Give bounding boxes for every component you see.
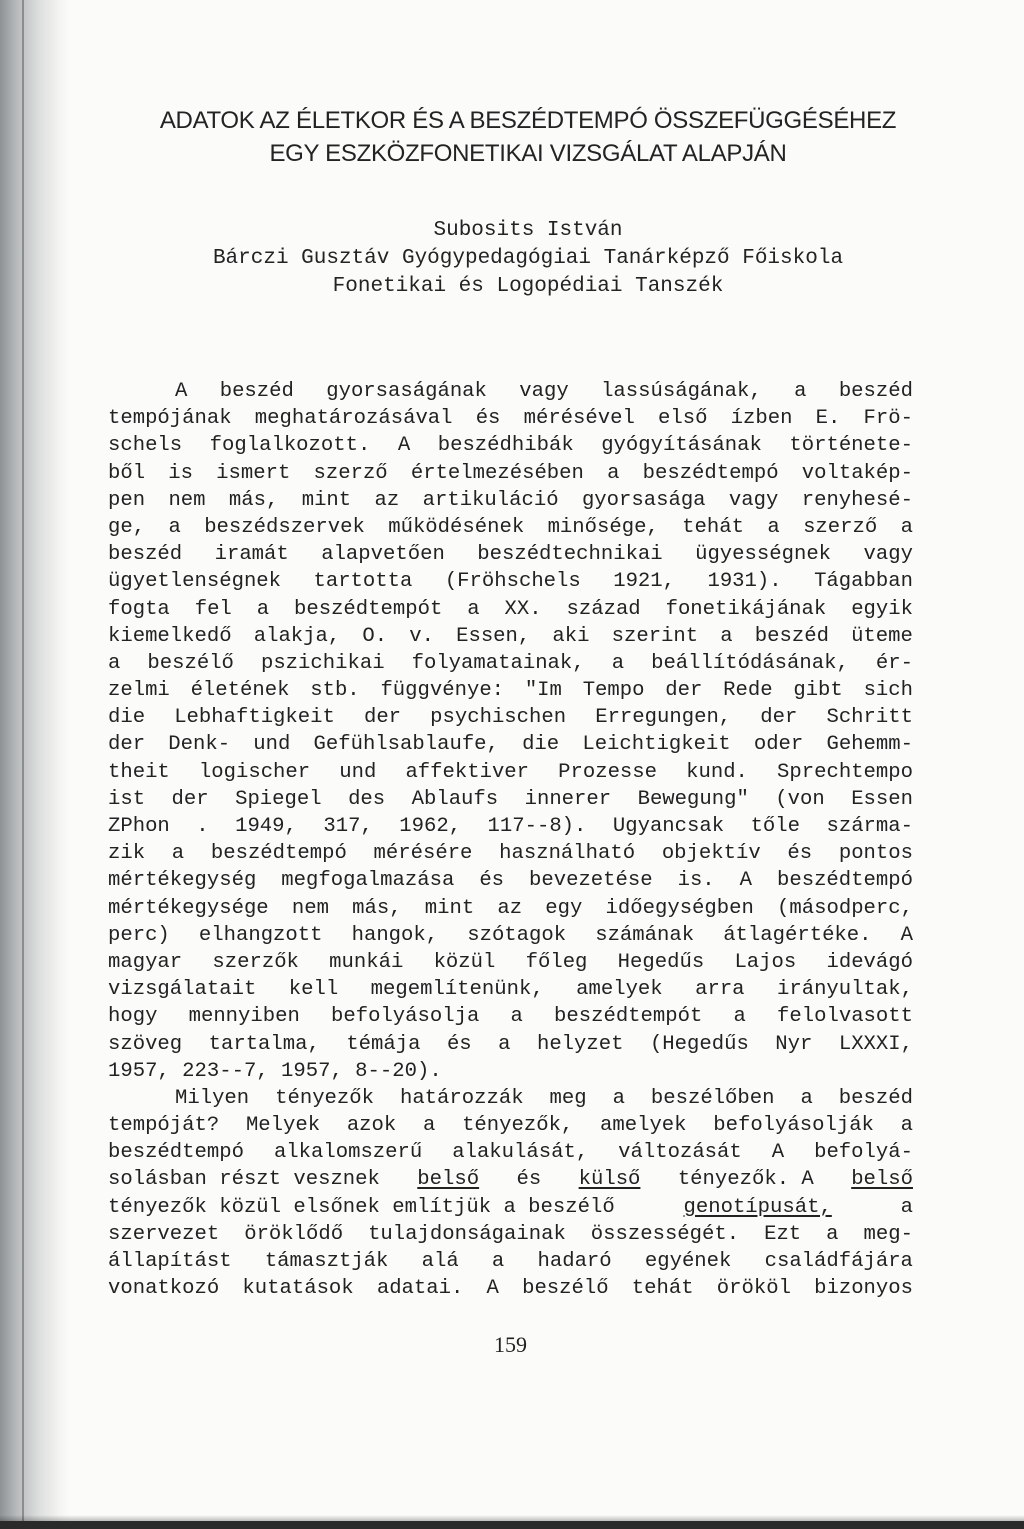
word: beszéd (838, 1086, 913, 1110)
word: értelmezésében (410, 461, 584, 485)
word: iramát (214, 543, 289, 567)
word: szárma- (826, 815, 913, 838)
title-line-2: EGY ESZKÖZFONETIKAI VIZSGÁLAT ALAPJÁN (269, 140, 787, 167)
word: mint (301, 488, 352, 512)
word: artikuláció (422, 488, 559, 512)
word: az (374, 488, 400, 512)
word: objektív (661, 842, 761, 866)
word: beszéd (838, 380, 913, 403)
word: az (497, 896, 523, 920)
word: befolyá- (814, 1141, 913, 1165)
department-name: Fonetikai és Logopédiai Tanszék (332, 275, 724, 298)
word: alkalomszerű (273, 1141, 423, 1165)
word: fel (194, 597, 232, 621)
word: Lebhaftigkeit (174, 706, 335, 730)
word: felolvasott (777, 1005, 913, 1029)
word: és (479, 869, 505, 893)
word: idevágó (826, 950, 913, 974)
word: innerer (524, 787, 612, 811)
word: a (794, 380, 807, 403)
word: amelyek (600, 1114, 687, 1138)
word: "Im (524, 679, 562, 703)
text-line-with-underlines (108, 1166, 913, 1193)
text-line (108, 813, 913, 840)
word: tartotta (313, 570, 413, 594)
word: tehát (631, 1277, 694, 1301)
word: és (787, 842, 813, 866)
text-line (108, 1031, 913, 1058)
word: tempóját? (108, 1114, 220, 1138)
word: is (168, 461, 193, 485)
text-line (108, 405, 913, 432)
word: beszédszervek (204, 515, 365, 539)
word: elhangzott (198, 923, 323, 947)
underlined-term: belső (851, 1168, 913, 1192)
word: A (900, 923, 913, 947)
word: ügyetlenségnek (108, 570, 282, 594)
word: a (826, 1222, 839, 1246)
text-segment: tényezők. A (677, 1168, 814, 1192)
word: nem (291, 896, 329, 920)
text-line (108, 759, 913, 786)
word: E. (815, 407, 841, 431)
word: folyamatainak, (411, 651, 585, 675)
word: Nyr (775, 1032, 813, 1056)
word: hogy (108, 1005, 158, 1029)
word: megfogalmazása (281, 869, 455, 893)
word: a (510, 1005, 523, 1029)
word: psychischen (430, 706, 567, 730)
word: 117--8). (487, 815, 587, 838)
word: Leichtigkeit (582, 733, 731, 757)
text-line (108, 568, 913, 595)
word: szerint (611, 624, 699, 648)
word: meg- (863, 1222, 913, 1246)
word: Hegedűs (617, 950, 705, 974)
word: Essen (851, 787, 913, 811)
text-line (108, 378, 913, 405)
word: tőle (750, 815, 801, 838)
word: változását (618, 1141, 742, 1165)
word: schels (108, 434, 183, 458)
text-line (108, 432, 913, 459)
word: beszélőben (650, 1086, 775, 1110)
word: beszédtempót (554, 1005, 703, 1029)
word: vagy (863, 543, 913, 567)
word: mértékegység (108, 869, 257, 893)
word: egyik (851, 597, 913, 621)
text-line (108, 840, 913, 867)
underlined-term: genotípusát, (683, 1195, 832, 1219)
word: vonatkozó (108, 1277, 220, 1301)
word: vagy (519, 380, 569, 403)
word: A (486, 1277, 499, 1301)
word: Ezt (764, 1222, 802, 1246)
word: pszichikai (260, 651, 385, 675)
word: Melyek (245, 1114, 321, 1138)
word: sich (863, 679, 913, 703)
word: a (168, 515, 181, 539)
word: más, (228, 488, 279, 512)
word: tényezők, (462, 1114, 574, 1138)
word: gyorsasága (581, 488, 706, 512)
word: ZPhon (108, 815, 170, 838)
word: alapvetően (321, 543, 445, 567)
word: magyar (108, 950, 183, 974)
word: a (767, 515, 780, 539)
word: 1931). (707, 570, 782, 594)
word: összességét. (590, 1222, 740, 1246)
word: a (467, 597, 480, 621)
text-line (108, 867, 913, 894)
word: a (611, 651, 625, 675)
text-line (108, 1275, 913, 1302)
text-line (108, 487, 913, 514)
text-line-with-underlines (108, 1194, 913, 1221)
word: első (658, 407, 708, 431)
word: oder (753, 733, 804, 757)
text-segment: a (900, 1195, 913, 1219)
text-line (108, 922, 913, 949)
word: der (665, 679, 703, 703)
underlined-term: külső (578, 1168, 641, 1192)
word: voltakép- (801, 461, 913, 485)
word: a (491, 1250, 505, 1273)
text-line (108, 895, 913, 922)
word: tulajdonságainak (368, 1222, 566, 1246)
word: 317, (323, 815, 373, 838)
word: der (108, 733, 146, 757)
word: irányultak, (777, 978, 913, 1002)
word: amelyek (576, 978, 663, 1002)
word: befolyásolja (331, 1005, 480, 1029)
word: kutatások (242, 1277, 354, 1301)
word: Sprechtempo (777, 760, 913, 784)
word: LXXXI, (838, 1032, 913, 1056)
text-line (108, 976, 913, 1003)
word: határozzák (399, 1086, 524, 1110)
word: Ablaufs (411, 787, 499, 811)
word: tehát (682, 515, 744, 539)
word: gyógyításának (601, 434, 762, 458)
word: számának (595, 923, 695, 947)
word: A (175, 380, 188, 403)
word: befolyásolják (713, 1114, 874, 1138)
word: A (739, 869, 753, 893)
word: megemlítenünk, (370, 978, 544, 1002)
word: közül (433, 950, 496, 974)
text-line (108, 1112, 913, 1139)
word: főleg (525, 950, 588, 974)
word: bevezetése (529, 869, 653, 893)
text-line (108, 1003, 913, 1030)
word: beállítódásának, (651, 651, 849, 675)
word: XX. (504, 597, 542, 621)
word: helyzet (536, 1032, 624, 1056)
word: hadaró (537, 1250, 612, 1273)
word: Tempo (582, 679, 645, 703)
word: A (397, 434, 411, 458)
word: kell (288, 978, 339, 1002)
word: 1949, (235, 815, 297, 838)
text-line (108, 949, 913, 976)
word: Ugyancsak (612, 815, 725, 838)
word: a (498, 1032, 511, 1056)
word: minősége, (547, 515, 659, 539)
word: állapítást (108, 1250, 232, 1273)
word: Rede (723, 679, 773, 703)
word: Gehemm- (826, 733, 913, 757)
word: lassúságának, (601, 380, 762, 403)
word: Tágabban (814, 570, 913, 594)
word: témája (346, 1032, 421, 1056)
word: Essen, (456, 624, 531, 648)
title-line-1: ADATOK AZ ÉLETKOR ÉS A BESZÉDTEMPÓ ÖSSZEFÜGGÉSÉHEZ (159, 107, 897, 134)
word: v. (409, 624, 434, 648)
word: (Fröhschels (444, 570, 581, 594)
word: Denk- (168, 733, 231, 757)
word: der (363, 706, 402, 730)
word: a (422, 1114, 436, 1138)
word: beszédtempó (210, 842, 347, 866)
word: Lajos (734, 950, 797, 974)
word: A (771, 1141, 785, 1165)
word: pen (108, 488, 146, 512)
word: foglalkozott. (209, 434, 371, 458)
word: vizsgálatait (108, 978, 257, 1002)
word: más, (352, 896, 402, 920)
word: szerző (313, 461, 388, 485)
word: der (760, 706, 798, 730)
word: arra (695, 978, 745, 1002)
word: tartalma, (208, 1032, 320, 1056)
word: kiemelkedő (108, 624, 232, 648)
word: (Hegedűs (649, 1032, 749, 1056)
word: beszédtempó (108, 1141, 244, 1165)
word: Erregungen, (595, 706, 732, 730)
word: munkái (329, 950, 404, 974)
binding-shadow (0, 0, 70, 1529)
word: theit (108, 760, 170, 784)
word: beszédtempó (642, 461, 779, 485)
word: mint (424, 896, 475, 920)
word: ízben (730, 407, 793, 431)
word: hangok, (351, 923, 439, 947)
word: tényezők (275, 1086, 374, 1110)
word: tempójának (108, 407, 232, 431)
text-line (108, 623, 913, 650)
word: egyének (644, 1250, 732, 1273)
word: ügyességnek (695, 543, 832, 567)
page-number: 159 (494, 1332, 527, 1357)
word: öröklődő (244, 1222, 344, 1246)
text-line (108, 1085, 913, 1112)
underlined-term: belső (417, 1168, 480, 1192)
word: örököl (716, 1277, 791, 1301)
text-line (108, 1221, 913, 1248)
word: beszédhibák (437, 434, 574, 458)
word: életének (190, 679, 290, 703)
text-line (108, 541, 913, 568)
word: logischer (198, 760, 311, 784)
word: affektiver (405, 760, 530, 784)
text-line: 1957, 223--7, 1957, 8--20). (108, 1059, 442, 1083)
word: szótagok (467, 923, 567, 947)
word: beszélő (147, 651, 234, 675)
word: működésének (388, 515, 525, 539)
text-line (108, 731, 913, 758)
word: szerző (803, 515, 878, 539)
bottom-edge (0, 1521, 1024, 1529)
word: ismert (216, 461, 291, 485)
text-segment: és (516, 1168, 542, 1192)
word: függvénye: (380, 679, 505, 703)
word: 1962, (399, 815, 462, 838)
word: O. (362, 624, 388, 648)
word: és (446, 1032, 472, 1056)
text-line (108, 786, 913, 813)
word: szöveg (108, 1032, 183, 1056)
word: használható (499, 842, 636, 866)
word: kund. (686, 760, 748, 784)
word: átlagértéke. (723, 923, 872, 947)
word: aki (552, 624, 590, 648)
text-line (108, 1248, 913, 1275)
word: egy (545, 896, 583, 920)
word: renyhesé- (801, 488, 913, 512)
word: gibt (793, 679, 843, 703)
word: század (566, 597, 641, 621)
word: alakulását, (452, 1141, 589, 1165)
word: története- (789, 434, 913, 458)
word: a (733, 1005, 746, 1029)
text-line (108, 704, 913, 731)
word: beszéd (754, 624, 829, 648)
word: stb. (310, 679, 360, 703)
word: a (720, 624, 733, 648)
word: (másodperc, (777, 896, 913, 920)
word: vagy (728, 488, 779, 512)
word: zelmi (108, 679, 170, 703)
word: is. (677, 869, 715, 893)
word: a (900, 1114, 913, 1138)
text-segment: tényezők közül elsőnek említjük a beszélő (108, 1195, 615, 1219)
word: zik (108, 842, 146, 866)
word: a (612, 1086, 625, 1110)
word: alá (421, 1250, 459, 1273)
text-segment: solásban részt vesznek (108, 1168, 380, 1192)
word: alakja, (253, 624, 341, 648)
word: mérésével (523, 407, 635, 431)
word: . (196, 815, 209, 838)
word: pontos (838, 842, 913, 866)
word: gyorsaságának (326, 380, 487, 403)
word: ge, (108, 515, 146, 539)
word: beszélő (522, 1277, 609, 1301)
word: a (900, 515, 913, 539)
word: der (171, 787, 209, 811)
word: és (475, 407, 501, 431)
word: fogta (108, 597, 170, 621)
word: a (800, 1086, 813, 1110)
word: nem (168, 488, 206, 512)
word: Milyen (175, 1086, 250, 1110)
binding-edge (22, 0, 24, 1529)
text-line (108, 650, 913, 677)
text-line (108, 1139, 913, 1166)
word: szerzők (212, 950, 299, 974)
word: a (607, 461, 620, 485)
text-line (108, 596, 913, 623)
word: (von (775, 787, 825, 811)
institution-name: Bárczi Gusztáv Gyógypedagógiai Tanárképző Főiskola (212, 247, 844, 270)
word: 1921, (613, 570, 676, 594)
text-line (108, 460, 913, 487)
word: a (256, 597, 270, 621)
word: bizonyos (814, 1277, 913, 1301)
word: üteme (851, 624, 913, 648)
word: Bewegung" (637, 787, 749, 811)
word: mérésére (373, 842, 473, 866)
word: beszédtechnikai (477, 543, 663, 567)
body-text (108, 378, 913, 1302)
word: beszéd (108, 543, 183, 567)
word: meg (549, 1086, 587, 1110)
word: Spiegel (235, 787, 322, 811)
word: die (108, 706, 146, 730)
text-line (108, 677, 913, 704)
word: a (171, 842, 185, 866)
word: beszéd (219, 380, 294, 403)
word: szervezet (108, 1222, 220, 1246)
word: családfájára (764, 1250, 913, 1273)
word: und (339, 760, 377, 784)
word: időegységben (605, 896, 754, 920)
word: a (108, 651, 121, 675)
byline (108, 217, 948, 301)
article-title (108, 104, 948, 170)
word: die (522, 733, 560, 757)
author-name: Subosits István (433, 219, 623, 242)
word: Schritt (826, 706, 913, 730)
word: beszédtempó (777, 869, 913, 893)
word: mennyiben (188, 1005, 300, 1029)
word: ér- (875, 651, 913, 675)
word: perc) (108, 923, 170, 947)
word: beszédtempót (294, 597, 443, 621)
word: und (253, 733, 291, 757)
text-line (108, 514, 913, 541)
word: Gefühlsablaufe, (313, 733, 499, 757)
word: ből (108, 461, 146, 485)
word: támasztják (264, 1250, 389, 1273)
word: ist (108, 787, 146, 811)
word: azok (346, 1114, 397, 1138)
word: adatai. (376, 1277, 464, 1301)
word: Prozesse (558, 760, 658, 784)
word: fonetikájának (665, 597, 827, 621)
word: meghatározásával (254, 407, 453, 431)
word: Frö- (863, 407, 913, 431)
word: des (348, 787, 386, 811)
word: mértékegysége (108, 896, 269, 920)
